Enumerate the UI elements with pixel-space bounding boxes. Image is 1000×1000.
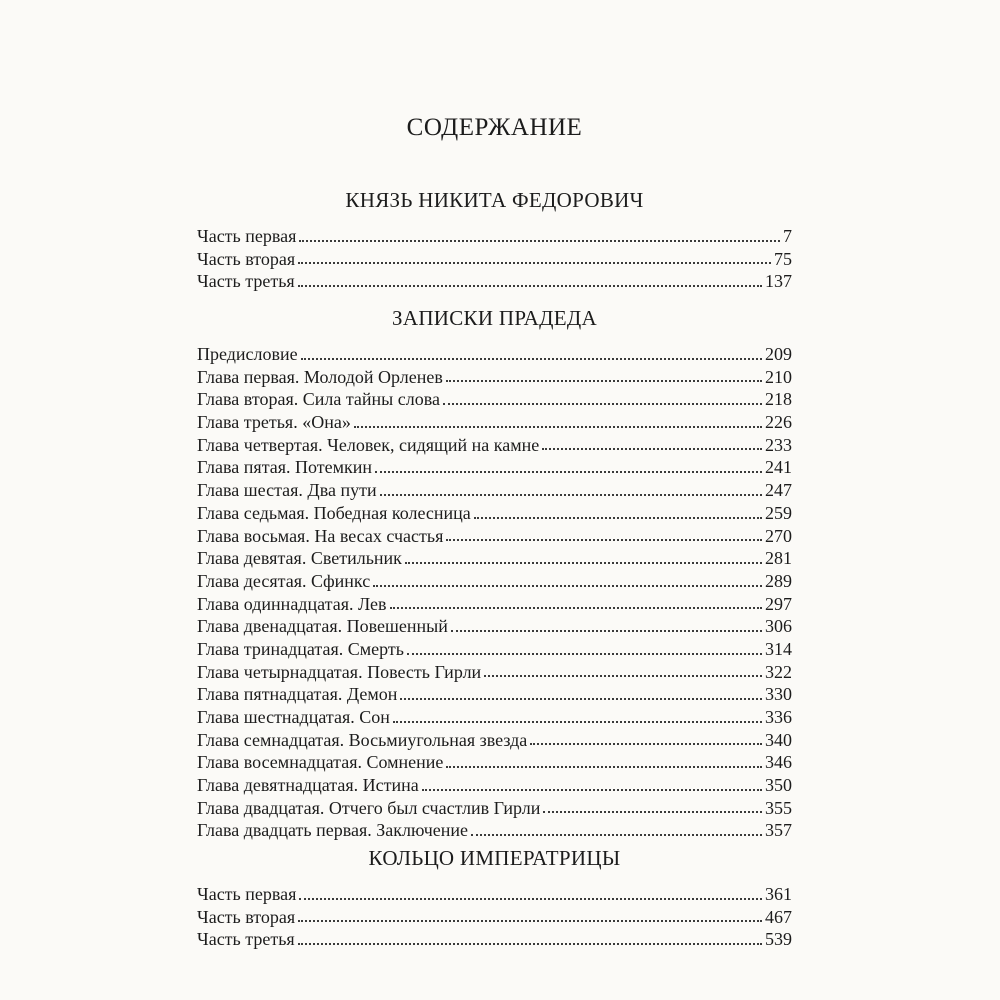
dot-leader <box>400 688 762 700</box>
toc-entry <box>197 388 792 411</box>
toc-entry <box>197 593 792 616</box>
toc-entry-page-number: 259 <box>765 502 792 523</box>
dot-leader <box>446 529 762 541</box>
dot-leader <box>543 801 762 813</box>
toc-entry <box>197 883 792 906</box>
toc-entry-page-number: 346 <box>765 752 792 773</box>
toc-entry <box>197 547 792 570</box>
toc-entry-page-number: 210 <box>765 366 792 387</box>
toc-entry-page-number: 75 <box>774 248 792 269</box>
toc-entry <box>197 751 792 774</box>
toc-section <box>197 843 792 951</box>
toc-page <box>197 0 792 1000</box>
toc-entry <box>197 928 792 951</box>
toc-entry <box>197 615 792 638</box>
dot-leader <box>474 507 762 519</box>
toc-entry-label: Глава шестая. Два пути <box>197 480 377 501</box>
toc-entry-page-number: 209 <box>765 344 792 364</box>
dot-leader <box>443 393 762 405</box>
toc-entry <box>197 797 792 820</box>
toc-entry-label: Глава одиннадцатая. Лев <box>197 593 387 614</box>
toc-entry-page-number: 226 <box>765 412 792 433</box>
toc-entry <box>197 638 792 661</box>
dot-leader <box>298 275 762 287</box>
toc-entry-label: Глава вторая. Сила тайны слова <box>197 389 440 410</box>
toc-entry-label: Глава восемнадцатая. Сомнение <box>197 752 444 773</box>
dot-leader <box>446 370 762 382</box>
dot-leader <box>393 711 762 723</box>
toc-entry-label: Часть первая <box>197 884 297 904</box>
dot-leader <box>375 461 762 473</box>
toc-entry-page-number: 357 <box>765 820 792 841</box>
toc-entry-page-number: 355 <box>765 797 792 818</box>
toc-entry-label: Предисловие <box>197 344 298 364</box>
toc-entry <box>197 706 792 729</box>
toc-entry-page-number: 218 <box>765 389 792 410</box>
dot-leader <box>298 910 762 922</box>
toc-entry <box>197 729 792 752</box>
toc-entry-page-number: 233 <box>765 434 792 455</box>
toc-entry-page-number: 247 <box>765 480 792 501</box>
toc-entry-page-number: 467 <box>765 906 792 927</box>
toc-entry-label: Глава четвертая. Человек, сидящий на камне <box>197 434 540 455</box>
toc-entry <box>197 525 792 548</box>
toc-entry-label: Глава седьмая. Победная колесница <box>197 502 471 523</box>
toc-entry-label: Глава пятая. Потемкин <box>197 457 373 478</box>
toc-entry <box>197 570 792 593</box>
toc-entry-page-number: 281 <box>765 548 792 569</box>
dot-leader <box>405 552 762 564</box>
toc-entry-page-number: 241 <box>765 457 792 478</box>
toc-entry <box>197 661 792 684</box>
toc-entry-label: Часть вторая <box>197 906 296 927</box>
dot-leader <box>301 348 762 360</box>
dot-leader <box>407 643 762 655</box>
toc-entry-page-number: 314 <box>765 638 792 659</box>
toc-entry <box>197 366 792 389</box>
toc-entry-label: Глава семнадцатая. Восьмиугольная звезда <box>197 729 528 750</box>
toc-entry-page-number: 270 <box>765 525 792 546</box>
section-title: КНЯЗЬ НИКИТА ФЕДОРОВИЧ <box>345 188 644 212</box>
dot-leader <box>451 620 762 632</box>
toc-entry-label: Часть третья <box>197 929 295 950</box>
toc-entry-page-number: 539 <box>765 929 792 950</box>
dot-leader <box>299 230 780 242</box>
toc-entry <box>197 434 792 457</box>
toc-section <box>197 303 792 842</box>
toc-entry-label: Глава двадцать первая. Заключение <box>197 820 469 841</box>
toc-entry-label: Глава четырнадцатая. Повесть Гирли <box>197 661 482 682</box>
toc-entry-page-number: 289 <box>765 570 792 591</box>
dot-leader <box>390 597 762 609</box>
toc-entry <box>197 270 792 293</box>
section-entries <box>197 225 792 293</box>
dot-leader <box>446 756 762 768</box>
toc-entry <box>197 411 792 434</box>
dot-leader <box>484 665 762 677</box>
toc-entry-page-number: 297 <box>765 593 792 614</box>
toc-entry-page-number: 322 <box>765 661 792 682</box>
toc-entry <box>197 343 792 366</box>
toc-entry-page-number: 361 <box>765 884 792 904</box>
section-entries <box>197 343 792 842</box>
toc-entry-label: Глава тринадцатая. Смерть <box>197 638 405 659</box>
dot-leader <box>298 933 762 945</box>
section-entries <box>197 883 792 951</box>
dot-leader <box>542 438 762 450</box>
dot-leader <box>299 888 762 900</box>
toc-entry <box>197 774 792 797</box>
toc-entry-label: Глава двадцатая. Отчего был счастлив Гирли <box>197 797 541 818</box>
section-title: КОЛЬЦО ИМПЕРАТРИЦЫ <box>368 846 621 870</box>
toc-entry-label: Глава первая. Молодой Орленев <box>197 366 443 387</box>
toc-entry-label: Глава девятнадцатая. Истина <box>197 775 419 796</box>
toc-entry-page-number: 350 <box>765 775 792 796</box>
dot-leader <box>530 733 762 745</box>
dot-leader <box>422 779 762 791</box>
toc-entry-label: Часть третья <box>197 271 295 292</box>
toc-entry <box>197 225 792 248</box>
dot-leader <box>298 252 771 264</box>
toc-entry-label: Часть первая <box>197 226 297 246</box>
toc-section <box>197 185 792 293</box>
toc-entry <box>197 248 792 271</box>
dot-leader <box>354 416 762 428</box>
dot-leader <box>471 824 762 836</box>
toc-entry-label: Глава двенадцатая. Повешенный <box>197 616 448 637</box>
toc-entry-label: Глава восьмая. На весах счастья <box>197 525 444 546</box>
toc-entry <box>197 819 792 842</box>
section-title: ЗАПИСКИ ПРАДЕДА <box>392 306 597 330</box>
toc-entry-label: Глава третья. «Она» <box>197 412 351 433</box>
toc-entry <box>197 683 792 706</box>
toc-entry-label: Глава девятая. Светильник <box>197 548 402 569</box>
page-title: СОДЕРЖАНИЕ <box>406 114 583 141</box>
toc-entry-page-number: 336 <box>765 707 792 727</box>
dot-leader <box>380 484 762 496</box>
toc-entry-page-number: 7 <box>783 226 792 246</box>
toc-entry-page-number: 340 <box>765 729 792 750</box>
toc-entry <box>197 456 792 479</box>
toc-entry <box>197 906 792 929</box>
toc-entry-page-number: 306 <box>765 616 792 637</box>
toc-entry-label: Глава десятая. Сфинкс <box>197 570 371 591</box>
toc-entry-page-number: 330 <box>765 684 792 705</box>
toc-entry-label: Глава пятнадцатая. Демон <box>197 684 398 705</box>
toc-entry-label: Часть вторая <box>197 248 296 269</box>
toc-entry-page-number: 137 <box>765 271 792 292</box>
dot-leader <box>373 575 762 587</box>
toc-entry <box>197 502 792 525</box>
toc-entry-label: Глава шестнадцатая. Сон <box>197 707 390 727</box>
toc-entry <box>197 479 792 502</box>
